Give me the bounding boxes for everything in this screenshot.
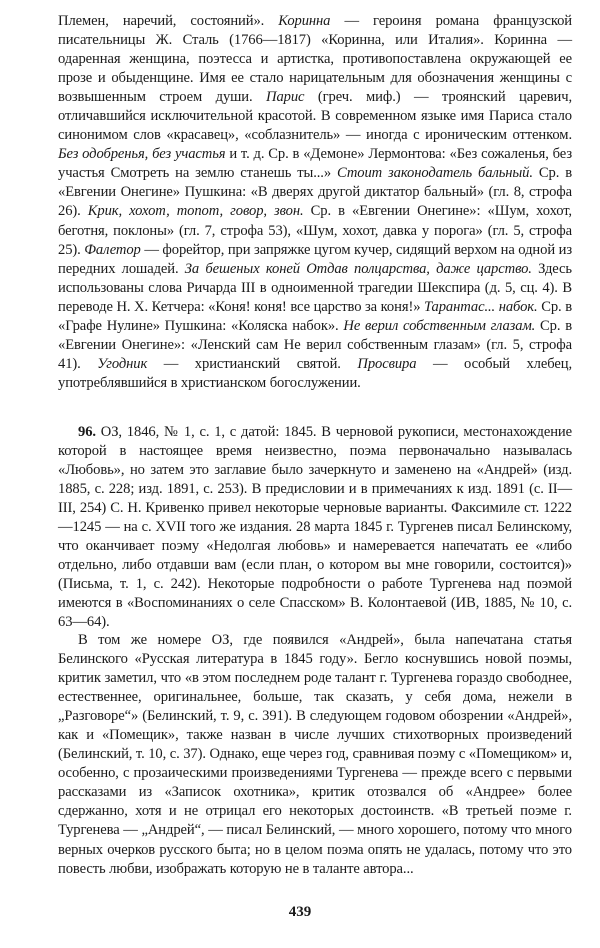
text-run: Племен, наречий, состояний». [58, 13, 279, 29]
term: Парис [266, 89, 305, 106]
term: Просвира [357, 355, 417, 372]
term: Тарантас... набок. [424, 298, 538, 315]
text-run: (греч. миф.) — троянский царевич, отличавшийся исключительной красотой. В современном языке имя Париса стало синонимом слов «красавец», «соблазнитель» — иногда с ироническим оттенком. [58, 89, 572, 144]
text-run: Ср. в «Евгении Онегине» Пушкина: «В дверях другой диктатор бальный» (гл. 8, строфа 26). [58, 165, 572, 220]
text-run: — христианский святой. [147, 355, 358, 372]
commentary-continuation [58, 12, 572, 393]
term: Не верил собственным глазам. [343, 317, 536, 334]
note-96-paragraph-2: В том же номере ОЗ, где появился «Андрей», была напечатана статья Белинского «Русская литература в 1845 году». Бегло коснувшись новой поэмы, критик заметил, что «в этом последнем роде талант г. Тургенева гораздо свободнее, естественнее, оригинальнее, больше, так сказать, у себя дома, нежели в „Разговоре“» (Белинский, т. 9, с. 391). В следующем годовом обозрении «Андрей», как и «Помещик», также назван в числе лучших стихотворных произведений (Белинский, т. 10, с. 37). Однако, еще через год, сравнивая поэму с «Помещиком» и, особенно, с прозаическими произведениями Тургенева — прежде всего с первыми рассказами из «Записок охотника», критик отозвался об «Андрее» более сдержанно, хотя и не отрицал его некоторых достоинств. «В третьей поэме г. Тургенева — „Андрей“, — писал Белинский, — много хорошего, потому что много верных очерков русского быта; но в целом поэма опять не удалась, потому что это повесть любви, изображать которую не в таланте автора... [58, 632, 572, 877]
page-number: 439 [288, 904, 312, 920]
note-96-paragraph [58, 423, 572, 633]
term: Коринна [278, 13, 331, 29]
text-run: Здесь использованы слова Ричарда III в одноименной трагедии Шекспира (д. 5, сц. 4). В переводе Н. Х. Кетчера: «Коня! коня! все царство за коня!» [58, 260, 572, 315]
text-run: — героиня романа французской писательницы Ж. Сталь (1766—1817) «Коринна, или Италия». Коринна — одаренная женщина, поэтесса и артистка, противопоставлена окружающей ее прозе и обыденщине. Имя ее стало нарицательным для обозначения женщины с возвышенным строем души. [58, 13, 572, 106]
text-run: и т. д. Ср. в «Демоне» Лермонтова: «Без сожаленья, без участья Смотреть на землю станешь ты...» [58, 146, 573, 182]
text-run: — форейтор, при запряжке цугом кучер, сидящий верхом на одной из передних лошадей. [58, 241, 572, 277]
text-run: Ср. в «Графе Нулине» Пушкина: «Коляска набок». [58, 298, 572, 334]
term: Крик, хохот, топот, говор, звон. [87, 203, 304, 220]
term: Стоит законодатель бальный. [336, 165, 533, 182]
term: За бешеных коней Отдав полцарства, даже царство. [184, 260, 532, 277]
text-run: Ср. в «Евгении Онегине»: «Шум, хохот, беготня, поклоны» (гл. 7, строфа 53), «Шум, хохот, давка у порога» (гл. 5, строфа 25). [58, 203, 572, 258]
text-run: Ср. в «Евгении Онегине»: «Ленский сам Не верил собственным глазам» (гл. 5, строфа 41). [58, 317, 572, 372]
commentary-paragraph [58, 12, 572, 393]
term: Угодник [97, 355, 148, 372]
text-run: — особый хлебец, употреблявшийся в христианском богослужении. [58, 355, 572, 391]
term: Фалетор [84, 241, 141, 258]
term: Без одобренья, без участья [58, 146, 226, 163]
note-96-continuation [58, 631, 572, 879]
note-96 [58, 423, 572, 633]
note-number: 96. [78, 424, 96, 440]
note-text: ОЗ, 1846, № 1, с. 1, с датой: 1845. В черновой рукописи, местонахождение которой в настоящее время неизвестно, поэма первоначально называлась «Любовь», но затем это заглавие было зачеркнуто и заменено на «Андрей» (изд. 1885, с. 228; изд. 1891, с. 253). В предисловии и в примечаниях к изд. 1891 (с. II—III, 254) С. Н. Кривенко привел некоторые черновые варианты. Факсимиле ст. 1222—1245 — на с. XVII того же издания. 28 марта 1845 г. Тургенев писал Белинскому, что оканчивает поэму «Недолгая любовь» и намеревается напечатать ее «либо отдельно, либо отдавши вам (если план, о котором вы мне говорили, состоится)» (Письма, т. 1, с. 242). Некоторые подробности о работе Тургенева над поэмой имеются в «Воспоминаниях о селе Спасском» В. Колонтаевой (ИВ, 1885, № 10, с. 63—64). [58, 424, 572, 631]
